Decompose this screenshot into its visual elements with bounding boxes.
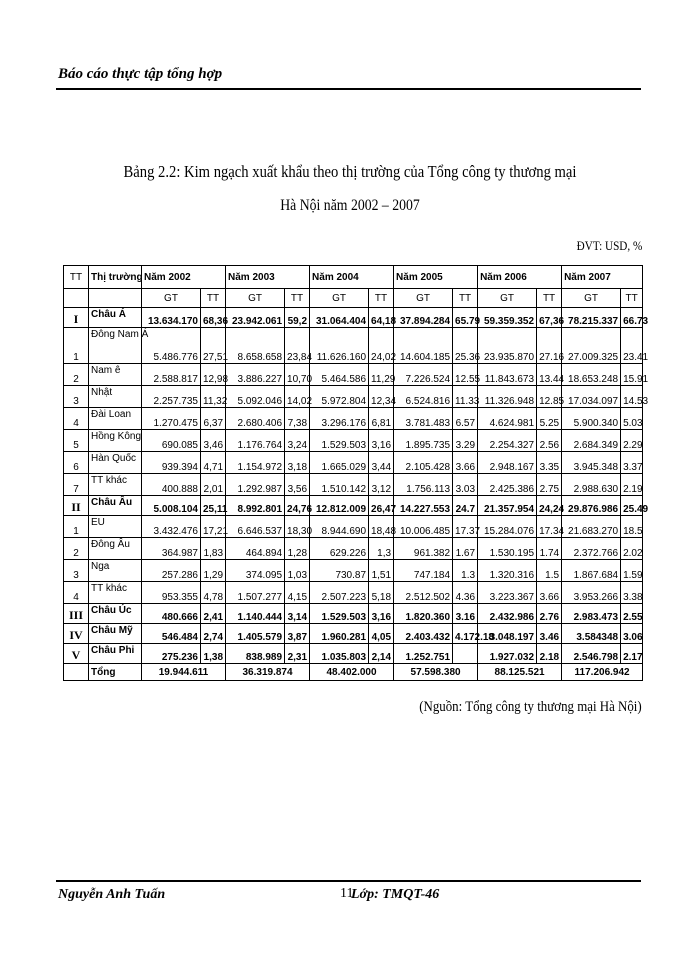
- share-cell: 2,01: [201, 474, 226, 496]
- value-cell: 3.953.266: [562, 582, 621, 604]
- value-cell: 5.486.776: [142, 328, 201, 364]
- country-row: [64, 538, 643, 560]
- share-cell: 25.36: [453, 328, 478, 364]
- subheader-tt: TT: [537, 289, 562, 308]
- share-cell: 18,48: [369, 516, 394, 538]
- value-cell: 8.658.658: [226, 328, 285, 364]
- share-cell: 3,16: [369, 604, 394, 624]
- value-cell: 5.900.340: [562, 408, 621, 430]
- share-cell: 17,21: [201, 516, 226, 538]
- share-cell: 2.29: [621, 430, 643, 452]
- subheader-gt: GT: [394, 289, 453, 308]
- value-cell: 18.653.248: [562, 364, 621, 386]
- subheader-tt: TT: [621, 289, 643, 308]
- share-cell: 65.79: [453, 308, 478, 328]
- value-cell: 1.529.503: [310, 430, 369, 452]
- row-index: 7: [64, 474, 89, 496]
- share-cell: 24.7: [453, 496, 478, 516]
- value-cell: 2.684.349: [562, 430, 621, 452]
- header-year: Năm 2006: [478, 266, 562, 289]
- value-cell: 59.359.352: [478, 308, 537, 328]
- share-cell: 23.41: [621, 328, 643, 364]
- country-row: [64, 452, 643, 474]
- share-cell: 2.75: [537, 474, 562, 496]
- share-cell: 3.03: [453, 474, 478, 496]
- share-cell: 7,38: [285, 408, 310, 430]
- share-cell: 1,3: [369, 538, 394, 560]
- value-cell: 939.394: [142, 452, 201, 474]
- value-cell: 464.894: [226, 538, 285, 560]
- value-cell: 3.223.367: [478, 582, 537, 604]
- table-title: Bảng 2.2: Kim ngạch xuất khẩu theo thị trường của Tổng công ty thương mại: [123, 162, 577, 181]
- country-row: [64, 560, 643, 582]
- share-cell: 6,37: [201, 408, 226, 430]
- share-cell: 3,16: [369, 430, 394, 452]
- value-cell: 21.357.954: [478, 496, 537, 516]
- share-cell: 25,11: [201, 496, 226, 516]
- subheader-tt: TT: [285, 289, 310, 308]
- subheader-gt: GT: [226, 289, 285, 308]
- market-name: Nhật: [89, 386, 142, 408]
- share-cell: [453, 644, 478, 664]
- value-cell: 5.092.046: [226, 386, 285, 408]
- share-cell: 3.35: [537, 452, 562, 474]
- row-index: I: [64, 308, 89, 328]
- row-index: 3: [64, 386, 89, 408]
- share-cell: 18.5: [621, 516, 643, 538]
- value-cell: 1.895.735: [394, 430, 453, 452]
- value-cell: 1.960.281: [310, 624, 369, 644]
- value-cell: 12.812.009: [310, 496, 369, 516]
- market-name: TT khác: [89, 582, 142, 604]
- row-index: III: [64, 604, 89, 624]
- value-cell: 10.006.485: [394, 516, 453, 538]
- value-cell: 2.432.986: [478, 604, 537, 624]
- row-index: V: [64, 644, 89, 664]
- value-cell: 8.992.801: [226, 496, 285, 516]
- row-index: 1: [64, 328, 89, 364]
- subheader-empty: [89, 289, 142, 308]
- value-cell: 11.326.948: [478, 386, 537, 408]
- value-cell: 7.226.524: [394, 364, 453, 386]
- share-cell: 2,74: [201, 624, 226, 644]
- share-cell: 2.17: [621, 644, 643, 664]
- country-row: [64, 364, 643, 386]
- country-row: [64, 582, 643, 604]
- market-name: Hồng Kông: [89, 430, 142, 452]
- share-cell: 3.16: [453, 604, 478, 624]
- value-cell: 1.154.972: [226, 452, 285, 474]
- share-cell: 6,81: [369, 408, 394, 430]
- subheader-tt: TT: [453, 289, 478, 308]
- value-cell: 1.252.751: [394, 644, 453, 664]
- share-cell: 6.57: [453, 408, 478, 430]
- value-cell: 4.624.981: [478, 408, 537, 430]
- total-row: [64, 664, 643, 681]
- share-cell: 1.59: [621, 560, 643, 582]
- share-cell: 1,83: [201, 538, 226, 560]
- value-cell: 3.945.348: [562, 452, 621, 474]
- share-cell: 4.172.18: [453, 624, 478, 644]
- value-cell: 21.683.270: [562, 516, 621, 538]
- share-cell: 27.16: [537, 328, 562, 364]
- share-cell: 24,02: [369, 328, 394, 364]
- value-cell: 31.064.404: [310, 308, 369, 328]
- footer-rule: [56, 880, 641, 882]
- share-cell: 2.18: [537, 644, 562, 664]
- value-cell: 961.382: [394, 538, 453, 560]
- share-cell: 3,18: [285, 452, 310, 474]
- value-cell: 1.927.032: [478, 644, 537, 664]
- market-name: Châu Úc: [89, 604, 142, 624]
- row-index: 6: [64, 452, 89, 474]
- share-cell: 3,44: [369, 452, 394, 474]
- value-cell: 1.507.277: [226, 582, 285, 604]
- header-year: Năm 2003: [226, 266, 310, 289]
- value-cell: 629.226: [310, 538, 369, 560]
- value-cell: 3.584348: [562, 624, 621, 644]
- value-cell: 400.888: [142, 474, 201, 496]
- value-cell: 275.236: [142, 644, 201, 664]
- header-rule: [56, 88, 641, 90]
- share-cell: 3.29: [453, 430, 478, 452]
- value-cell: 14.604.185: [394, 328, 453, 364]
- value-cell: 5.972.804: [310, 386, 369, 408]
- share-cell: 17.34: [537, 516, 562, 538]
- value-cell: 6.646.537: [226, 516, 285, 538]
- share-cell: 3.38: [621, 582, 643, 604]
- row-index: 2: [64, 364, 89, 386]
- value-cell: 5.464.586: [310, 364, 369, 386]
- value-cell: 1.176.764: [226, 430, 285, 452]
- value-cell: 37.894.284: [394, 308, 453, 328]
- share-cell: 1.67: [453, 538, 478, 560]
- value-cell: 480.666: [142, 604, 201, 624]
- share-cell: 59,2: [285, 308, 310, 328]
- value-cell: 1.320.316: [478, 560, 537, 582]
- value-cell: 2.425.386: [478, 474, 537, 496]
- total-value: 88.125.521: [478, 664, 562, 681]
- value-cell: 3.886.227: [226, 364, 285, 386]
- value-cell: 15.284.076: [478, 516, 537, 538]
- value-cell: 1.820.360: [394, 604, 453, 624]
- share-cell: 15.91: [621, 364, 643, 386]
- country-row: [64, 430, 643, 452]
- total-value: 117.206.942: [562, 664, 643, 681]
- share-cell: 1.5: [537, 560, 562, 582]
- unit-label: ĐVT: USD, %: [576, 238, 642, 253]
- share-cell: 12,98: [201, 364, 226, 386]
- share-cell: 3.06: [621, 624, 643, 644]
- page-number: 11: [340, 886, 354, 901]
- value-cell: 374.095: [226, 560, 285, 582]
- country-row: [64, 474, 643, 496]
- value-cell: 2.988.630: [562, 474, 621, 496]
- share-cell: 3.37: [621, 452, 643, 474]
- footer-class: Lớp: TMQT-46: [351, 887, 440, 902]
- share-cell: 4.36: [453, 582, 478, 604]
- share-cell: 1.3: [453, 560, 478, 582]
- value-cell: 1.035.803: [310, 644, 369, 664]
- value-cell: 546.484: [142, 624, 201, 644]
- market-name: Châu Mỹ: [89, 624, 142, 644]
- region-row: [64, 308, 643, 328]
- subheader-empty: [64, 289, 89, 308]
- share-cell: 14,02: [285, 386, 310, 408]
- country-row: [64, 386, 643, 408]
- footer-author: Nguyễn Anh Tuấn: [58, 887, 166, 902]
- value-cell: 5.008.104: [142, 496, 201, 516]
- share-cell: 13.44: [537, 364, 562, 386]
- share-cell: 23,84: [285, 328, 310, 364]
- share-cell: 2,14: [369, 644, 394, 664]
- subheader-tt: TT: [201, 289, 226, 308]
- share-cell: 3,87: [285, 624, 310, 644]
- share-cell: 3.66: [453, 452, 478, 474]
- share-cell: 2,31: [285, 644, 310, 664]
- share-cell: 1,03: [285, 560, 310, 582]
- market-name: TT khác: [89, 474, 142, 496]
- share-cell: 5,18: [369, 582, 394, 604]
- row-index: 2: [64, 538, 89, 560]
- page-header: Báo cáo thực tập tổng hợp: [58, 66, 223, 82]
- value-cell: 1.756.113: [394, 474, 453, 496]
- header-year: Năm 2002: [142, 266, 226, 289]
- value-cell: 2.588.817: [142, 364, 201, 386]
- share-cell: 12,34: [369, 386, 394, 408]
- total-tt: [64, 664, 89, 681]
- share-cell: 5.25: [537, 408, 562, 430]
- header-year: Năm 2005: [394, 266, 478, 289]
- market-name: Châu Á: [89, 308, 142, 328]
- share-cell: 26,47: [369, 496, 394, 516]
- share-cell: 18,30: [285, 516, 310, 538]
- header-year: Năm 2007: [562, 266, 643, 289]
- share-cell: 2.56: [537, 430, 562, 452]
- market-name: Nam ê: [89, 364, 142, 386]
- market-name: Đông Nam Á: [89, 328, 142, 364]
- share-cell: 1,38: [201, 644, 226, 664]
- row-index: 5: [64, 430, 89, 452]
- region-row: [64, 604, 643, 624]
- market-name: Châu Âu: [89, 496, 142, 516]
- row-index: II: [64, 496, 89, 516]
- value-cell: 1.530.195: [478, 538, 537, 560]
- total-value: 57.598.380: [394, 664, 478, 681]
- region-row: [64, 644, 643, 664]
- value-cell: 1.405.579: [226, 624, 285, 644]
- value-cell: 2.257.735: [142, 386, 201, 408]
- row-index: 3: [64, 560, 89, 582]
- source-note: (Nguồn: Tổng công ty thương mại Hà Nội): [419, 699, 642, 715]
- share-cell: 3,14: [285, 604, 310, 624]
- share-cell: 1,28: [285, 538, 310, 560]
- value-cell: 364.987: [142, 538, 201, 560]
- value-cell: 1.270.475: [142, 408, 201, 430]
- value-cell: 2.372.766: [562, 538, 621, 560]
- value-cell: 2.254.327: [478, 430, 537, 452]
- market-name: EU: [89, 516, 142, 538]
- total-label: Tổng: [89, 664, 142, 681]
- value-cell: 78.215.337: [562, 308, 621, 328]
- value-cell: 2.983.473: [562, 604, 621, 624]
- share-cell: 2.02: [621, 538, 643, 560]
- value-cell: 2.507.223: [310, 582, 369, 604]
- share-cell: 64,18: [369, 308, 394, 328]
- value-cell: 2.546.798: [562, 644, 621, 664]
- value-cell: 14.227.553: [394, 496, 453, 516]
- share-cell: 4,78: [201, 582, 226, 604]
- share-cell: 67,36: [537, 308, 562, 328]
- share-cell: 25.49: [621, 496, 643, 516]
- value-cell: 13.634.170: [142, 308, 201, 328]
- share-cell: 11.33: [453, 386, 478, 408]
- share-cell: 11,32: [201, 386, 226, 408]
- value-cell: 3.432.476: [142, 516, 201, 538]
- share-cell: 3,24: [285, 430, 310, 452]
- value-cell: 23.942.061: [226, 308, 285, 328]
- value-cell: 2.948.167: [478, 452, 537, 474]
- value-cell: 3.048.197: [478, 624, 537, 644]
- header-tt: TT: [64, 266, 89, 289]
- value-cell: 1.510.142: [310, 474, 369, 496]
- market-name: Châu Phi: [89, 644, 142, 664]
- value-cell: 17.034.097: [562, 386, 621, 408]
- share-cell: 11,29: [369, 364, 394, 386]
- value-cell: 3.296.176: [310, 408, 369, 430]
- share-cell: 5.03: [621, 408, 643, 430]
- region-row: [64, 624, 643, 644]
- subheader-gt: GT: [562, 289, 621, 308]
- subheader-gt: GT: [142, 289, 201, 308]
- share-cell: 24,24: [537, 496, 562, 516]
- country-row: [64, 408, 643, 430]
- share-cell: 1,51: [369, 560, 394, 582]
- share-cell: 2.19: [621, 474, 643, 496]
- value-cell: 27.009.325: [562, 328, 621, 364]
- share-cell: 2,41: [201, 604, 226, 624]
- value-cell: 2.105.428: [394, 452, 453, 474]
- total-value: 36.319.874: [226, 664, 310, 681]
- value-cell: 690.085: [142, 430, 201, 452]
- share-cell: 17.37: [453, 516, 478, 538]
- share-cell: 27,51: [201, 328, 226, 364]
- value-cell: 2.512.502: [394, 582, 453, 604]
- share-cell: 1,29: [201, 560, 226, 582]
- value-cell: 1.867.684: [562, 560, 621, 582]
- value-cell: 1.665.029: [310, 452, 369, 474]
- share-cell: 24,76: [285, 496, 310, 516]
- market-name: Hàn Quốc: [89, 452, 142, 474]
- value-cell: 23.935.870: [478, 328, 537, 364]
- share-cell: 14.53: [621, 386, 643, 408]
- share-cell: 1.74: [537, 538, 562, 560]
- market-name: Đông Âu: [89, 538, 142, 560]
- total-value: 19.944.611: [142, 664, 226, 681]
- share-cell: 2.55: [621, 604, 643, 624]
- value-cell: 838.989: [226, 644, 285, 664]
- value-cell: 1.140.444: [226, 604, 285, 624]
- share-cell: 4,71: [201, 452, 226, 474]
- share-cell: 12.55: [453, 364, 478, 386]
- value-cell: 747.184: [394, 560, 453, 582]
- row-index: 1: [64, 516, 89, 538]
- region-row: [64, 496, 643, 516]
- value-cell: 8.944.690: [310, 516, 369, 538]
- share-cell: 66.73: [621, 308, 643, 328]
- share-cell: 12.85: [537, 386, 562, 408]
- country-row: [64, 328, 643, 364]
- table-title-line2: Hà Nội năm 2002 – 2007: [280, 197, 420, 214]
- row-index: 4: [64, 408, 89, 430]
- share-cell: 3.66: [537, 582, 562, 604]
- subheader-gt: GT: [478, 289, 537, 308]
- share-cell: 4,15: [285, 582, 310, 604]
- value-cell: 2.680.406: [226, 408, 285, 430]
- value-cell: 730.87: [310, 560, 369, 582]
- subheader-row: [64, 289, 643, 308]
- share-cell: 2.76: [537, 604, 562, 624]
- subheader-tt: TT: [369, 289, 394, 308]
- total-value: 48.402.000: [310, 664, 394, 681]
- subheader-gt: GT: [310, 289, 369, 308]
- value-cell: 11.626.160: [310, 328, 369, 364]
- header-market: Thị trường: [89, 266, 142, 289]
- export-turnover-table: [63, 265, 649, 681]
- share-cell: 3,46: [201, 430, 226, 452]
- share-cell: 10,70: [285, 364, 310, 386]
- market-name: Nga: [89, 560, 142, 582]
- value-cell: 11.843.673: [478, 364, 537, 386]
- country-row: [64, 516, 643, 538]
- share-cell: 3,56: [285, 474, 310, 496]
- share-cell: 3.46: [537, 624, 562, 644]
- value-cell: 1.529.503: [310, 604, 369, 624]
- row-index: IV: [64, 624, 89, 644]
- row-index: 4: [64, 582, 89, 604]
- share-cell: 3,12: [369, 474, 394, 496]
- market-name: Đài Loan: [89, 408, 142, 430]
- share-cell: 68,36: [201, 308, 226, 328]
- value-cell: 1.292.987: [226, 474, 285, 496]
- value-cell: 953.355: [142, 582, 201, 604]
- header-year: Năm 2004: [310, 266, 394, 289]
- table-body: [64, 308, 649, 664]
- share-cell: 4,05: [369, 624, 394, 644]
- value-cell: 6.524.816: [394, 386, 453, 408]
- value-cell: 3.781.483: [394, 408, 453, 430]
- value-cell: 2.403.432: [394, 624, 453, 644]
- value-cell: 29.876.986: [562, 496, 621, 516]
- value-cell: 257.286: [142, 560, 201, 582]
